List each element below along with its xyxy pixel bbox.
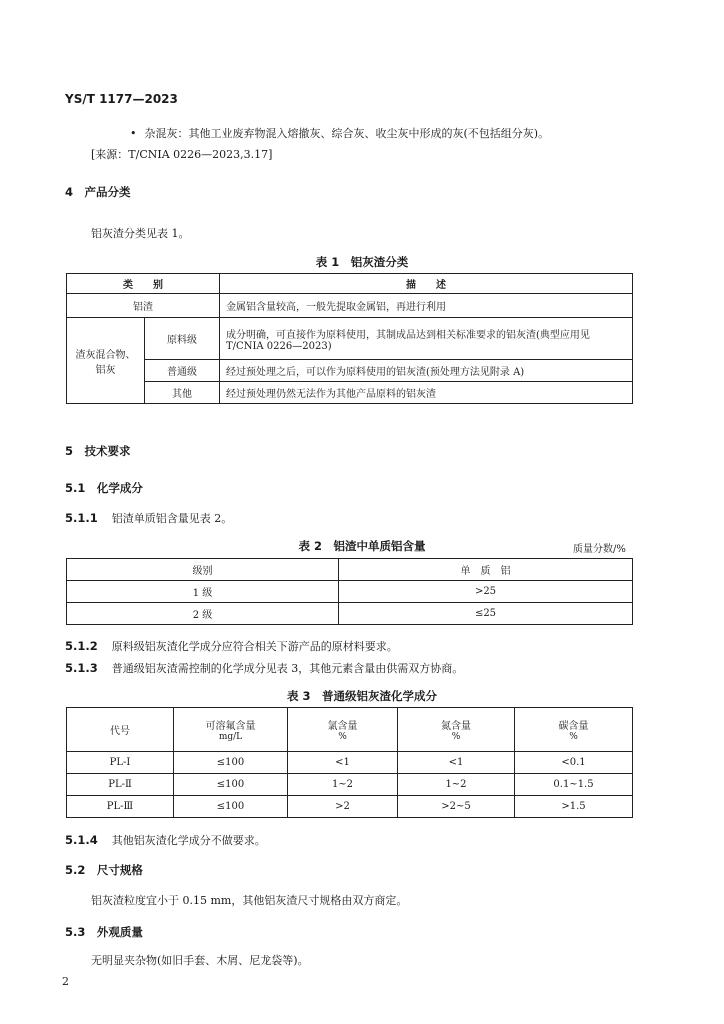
table-3-code: PL-Ⅰ [67, 752, 174, 774]
table-3-header-fluoride [174, 708, 288, 752]
table-1-description: 金属铝含量较高，一般先提取金属铝，再进行利用 [220, 294, 633, 318]
section-5-2-heading: 5.2 尺寸规格 [65, 863, 143, 877]
table-1-subcategory: 其他 [145, 382, 220, 404]
table-1-description: 经过预处理之后，可以作为原料使用的铝灰渣(预处理方法见附录 A) [220, 360, 633, 382]
table-row [67, 559, 633, 581]
table-3-code: PL-Ⅲ [67, 796, 174, 818]
table-row [67, 294, 633, 318]
clause-number: 5.1.4 [65, 833, 98, 847]
bullet-item [130, 125, 549, 141]
table-2-caption: 表 2 铝渣中单质铝含量 [298, 539, 426, 553]
table-1-subcategory: 普通级 [145, 360, 220, 382]
clause-5-1-4 [65, 832, 266, 848]
table-3-chlorine: <1 [288, 752, 398, 774]
table-3 [66, 707, 633, 818]
section-5-3-heading: 5.3 外观质量 [65, 925, 143, 939]
clause-5-1-2 [65, 638, 398, 654]
table-row [67, 796, 633, 818]
description-line-2: T/CNIA 0226—2023) [226, 340, 332, 352]
section-4-intro: 铝灰渣分类见表 1。 [91, 227, 190, 240]
table-row [67, 603, 633, 625]
clause-number: 5.1.2 [65, 639, 98, 653]
table-3-chlorine: >2 [288, 796, 398, 818]
section-4-heading: 4 产品分类 [65, 185, 131, 199]
table-2-grade: 2 级 [67, 603, 339, 625]
page-number: 2 [62, 975, 69, 988]
group-label-line-2: 铝灰 [95, 364, 116, 376]
table-1-header-category: 类 别 [67, 274, 220, 294]
clause-text: 其他铝灰渣化学成分不做要求。 [111, 834, 266, 847]
clause-5-1-3 [65, 660, 463, 676]
description-line-1: 成分明确，可直接作为原料使用，其制成品达到相关标准要求的铝灰渣(典型应用见 [226, 329, 590, 341]
table-1-description: 经过预处理仍然无法作为其他产品原料的铝灰渣 [220, 382, 633, 404]
table-3-header-chlorine [288, 708, 398, 752]
section-5-2-text: 铝灰渣粒度宜小于 0.15 mm，其他铝灰渣尺寸规格由双方商定。 [91, 894, 408, 907]
table-1-caption: 表 1 铝灰渣分类 [315, 255, 409, 269]
table-row [67, 708, 633, 752]
section-5-heading: 5 技术要求 [65, 444, 131, 458]
clause-text: 普通级铝灰渣需控制的化学成分见表 3，其他元素含量由供需双方协商。 [111, 662, 464, 675]
table-2-unit: 质量分数/% [573, 544, 626, 555]
source-note: [来源：T/CNIA 0226—2023,3.17] [91, 148, 273, 161]
clause-5-1-1 [65, 510, 232, 526]
table-row [67, 274, 633, 294]
table-row [67, 752, 633, 774]
header-unit: % [451, 732, 461, 742]
clause-text: 铝渣单质铝含量见表 2。 [111, 512, 233, 525]
table-row [67, 360, 633, 382]
table-row [67, 318, 633, 360]
header-unit: % [338, 732, 347, 742]
table-3-fluoride: ≤100 [174, 752, 288, 774]
table-3-header-code [67, 708, 174, 752]
table-row [67, 382, 633, 404]
table-2-value: >25 [339, 581, 633, 603]
table-3-nitrogen: >2~5 [398, 796, 515, 818]
table-3-nitrogen: 1~2 [398, 774, 515, 796]
table-1-description [220, 318, 633, 360]
section-5-1-heading: 5.1 化学成分 [65, 481, 143, 495]
table-2-header-value: 单 质 铝 [339, 559, 633, 581]
table-3-fluoride: ≤100 [174, 796, 288, 818]
table-1-header-description: 描 述 [220, 274, 633, 294]
clause-number: 5.1.1 [65, 511, 98, 525]
table-3-caption: 表 3 普通级铝灰渣化学成分 [286, 689, 437, 703]
table-3-header-carbon [515, 708, 633, 752]
header-label: 氯含量 [327, 721, 358, 732]
table-row [67, 774, 633, 796]
table-3-carbon: 0.1~1.5 [515, 774, 633, 796]
clause-number: 5.1.3 [65, 661, 98, 675]
table-3-chlorine: 1~2 [288, 774, 398, 796]
table-1 [66, 273, 633, 404]
header-label: 代号 [110, 726, 130, 737]
table-1-category: 铝渣 [67, 294, 220, 318]
table-3-carbon: >1.5 [515, 796, 633, 818]
table-3-code: PL-Ⅱ [67, 774, 174, 796]
header-label: 可溶氟含量 [205, 721, 256, 732]
header-label: 氮含量 [441, 721, 471, 732]
table-1-subcategory: 原料级 [145, 318, 220, 360]
table-3-carbon: <0.1 [515, 752, 633, 774]
bullet-text: 杂混灰：其他工业废弃物混入熔撤灰、综合灰、收尘灰中形成的灰(不包括组分灰)。 [144, 127, 550, 140]
table-2 [66, 558, 633, 625]
table-2-header-grade: 级别 [67, 559, 339, 581]
table-2-grade: 1 级 [67, 581, 339, 603]
table-2-value: ≤25 [339, 603, 633, 625]
table-row [67, 581, 633, 603]
table-3-header-nitrogen [398, 708, 515, 752]
clause-text: 原料级铝灰渣化学成分应符合相关下游产品的原材料要求。 [111, 640, 398, 653]
header-unit: % [569, 732, 578, 742]
standard-code: YS/T 1177—2023 [65, 92, 178, 106]
table-1-group-label [67, 318, 145, 404]
group-label-line-1: 渣灰混合物、 [75, 349, 136, 361]
bullet-icon: • [130, 127, 137, 140]
header-label: 碳含量 [558, 721, 589, 732]
table-3-fluoride: ≤100 [174, 774, 288, 796]
header-unit: mg/L [218, 732, 243, 742]
table-3-nitrogen: <1 [398, 752, 515, 774]
section-5-3-text: 无明显夹杂物(如旧手套、木屑、尼龙袋等)。 [91, 954, 309, 967]
